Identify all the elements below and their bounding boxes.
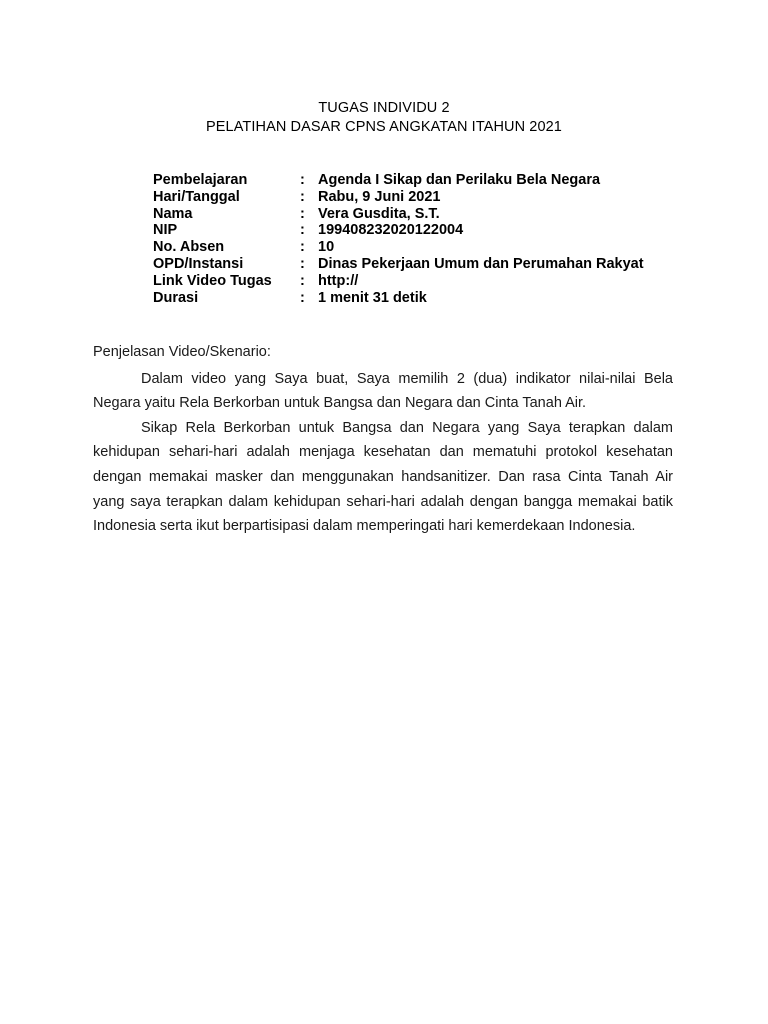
info-label: No. Absen (153, 239, 225, 256)
info-separator: : (300, 222, 305, 239)
info-row (153, 222, 644, 239)
info-value: 1 menit 31 detik (318, 289, 427, 306)
title-line-1: TUGAS INDIVIDU 2 (318, 100, 450, 116)
info-separator: : (300, 272, 305, 289)
info-separator: : (300, 289, 305, 306)
info-separator: : (300, 239, 305, 256)
document-title (0, 99, 768, 137)
info-value: Dinas Pekerjaan Umum dan Perumahan Rakyat (318, 255, 644, 272)
info-label: OPD/Instansi (153, 255, 244, 272)
info-label: Durasi (153, 289, 199, 306)
info-separator: : (300, 255, 305, 272)
info-row (153, 256, 644, 273)
info-label: Link Video Tugas (153, 272, 272, 289)
info-row (153, 206, 644, 223)
info-value: Agenda I Sikap dan Perilaku Bela Negara (318, 172, 601, 188)
info-value: http:// (318, 272, 359, 289)
body-paragraph: Sikap Rela Berkorban untuk Bangsa dan Negara yang Saya terapkan dalam kehidupan sehari-hari adalah menjaga kesehatan dan mematuhi protokol kesehatan dengan memakai masker dan menggunakan handsanitizer. Dan rasa Cinta Tanah Air yang saya terapkan dalam kehidupan sehari-hari adalah dengan bangga memakai batik Indonesia serta ikut berpartisipasi dalam memperingati hari kemerdekaan Indonesia. (93, 419, 673, 535)
info-row (153, 290, 644, 307)
info-value: Vera Gusdita, S.T. (318, 205, 440, 222)
info-table (153, 172, 644, 306)
body-text (93, 340, 673, 539)
info-label: NIP (153, 222, 178, 239)
info-label: Hari/Tanggal (153, 188, 240, 205)
info-separator: : (300, 205, 305, 222)
info-row (153, 273, 644, 290)
info-label: Pembelajaran (153, 172, 248, 188)
info-separator: : (300, 188, 305, 205)
info-value: 10 (318, 239, 335, 256)
body-intro: Penjelasan Video/Skenario: (93, 344, 271, 360)
info-separator: : (300, 172, 305, 188)
info-row (153, 239, 644, 256)
info-row (153, 189, 644, 206)
info-value: 199408232020122004 (318, 222, 464, 239)
body-paragraph: Dalam video yang Saya buat, Saya memilih 2 (dua) indikator nilai-nilai Bela Negara yaitu Rela Berkorban untuk Bangsa dan Negara dan Cinta Tanah Air. (93, 370, 673, 412)
info-row (153, 172, 644, 189)
info-value: Rabu, 9 Juni 2021 (318, 188, 441, 205)
title-line-2: PELATIHAN DASAR CPNS ANGKATAN ITAHUN 2021 (206, 119, 562, 135)
info-label: Nama (153, 205, 193, 222)
